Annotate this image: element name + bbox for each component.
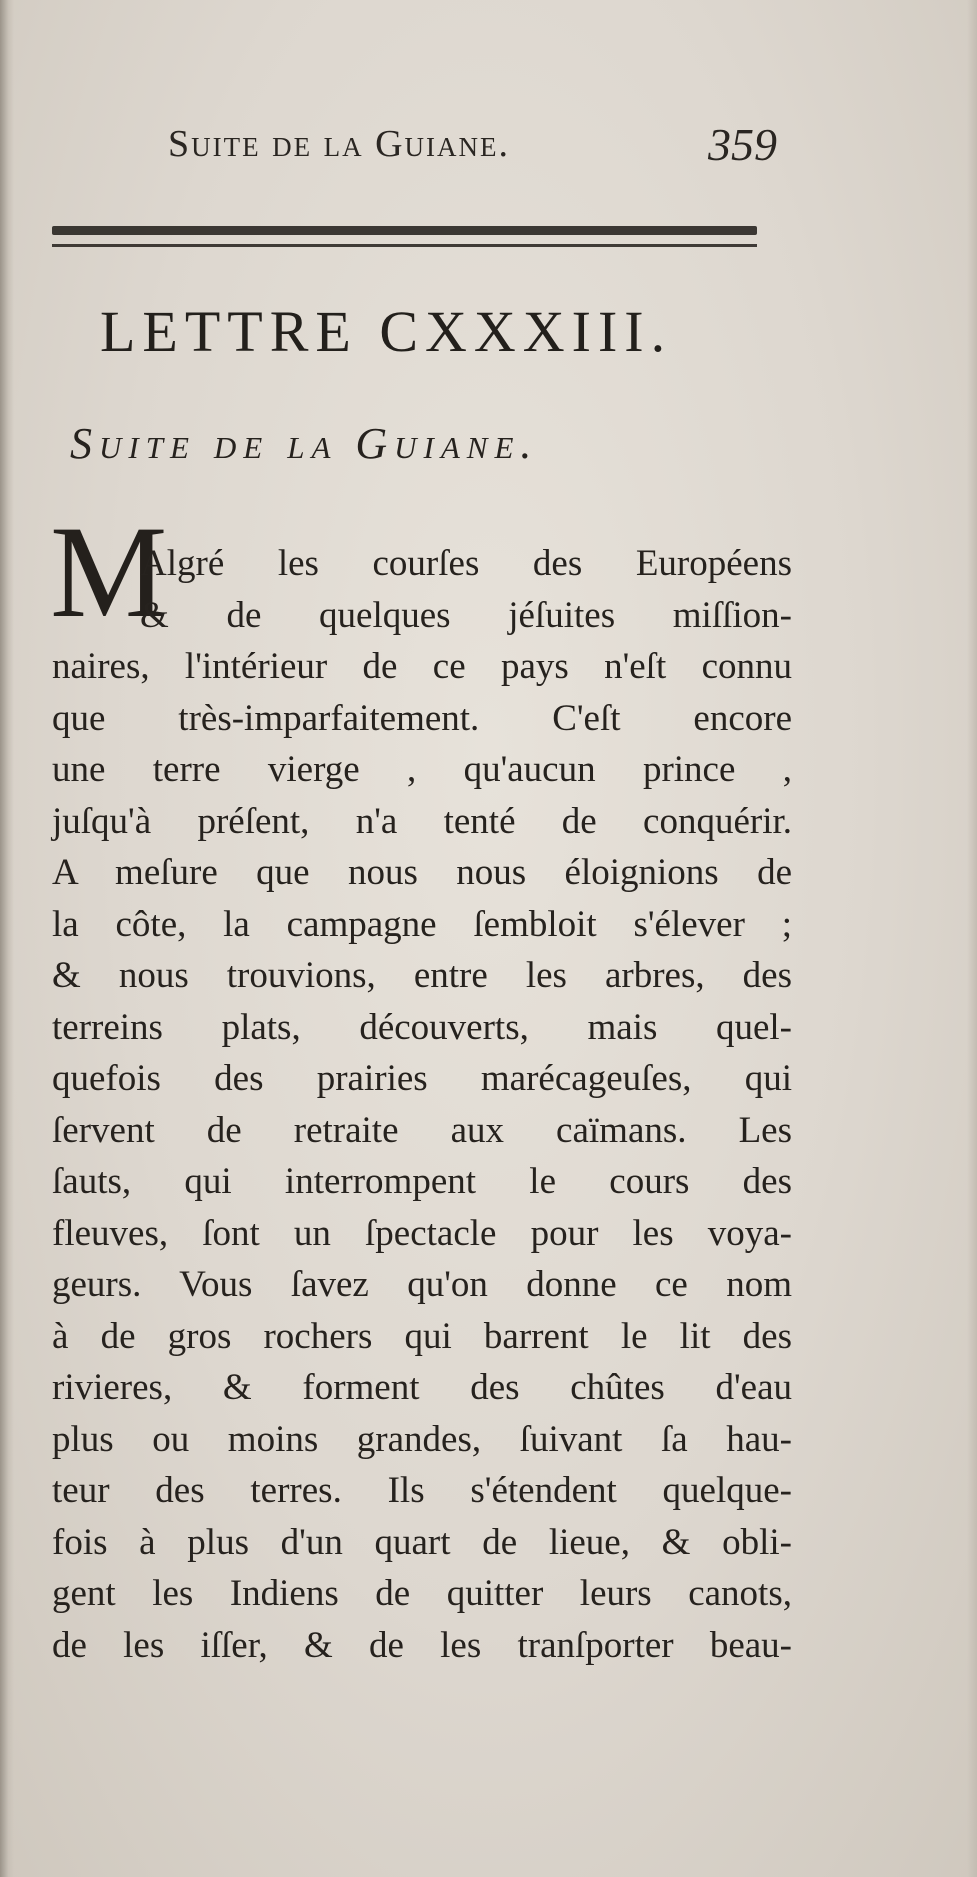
ornamental-rule-thin [52,244,757,247]
text-line: rivieres, & forment des chûtes d'eau [52,1367,792,1408]
text-line: & nous trouvions, entre les arbres, des [52,955,792,996]
text-line: ſervent de retraite aux caïmans. Les [52,1109,792,1151]
drop-cap: M [50,498,168,645]
text-line: geurs. Vous ſavez qu'on donne ce nom [52,1264,792,1305]
body-text [52,538,792,1671]
running-head [168,118,788,174]
page-number: 359 [708,119,777,170]
text-line: & de quelques jéſuites miſſion- [140,594,792,636]
running-head-title: Suite de la Guiane. [168,123,511,165]
text-line: fleuves, ſont un ſpectacle pour les voya- [52,1212,792,1254]
text-line: plus ou moins grandes, ſuivant ſa hau- [52,1418,792,1460]
text-line: terreins plats, découverts, mais quel- [52,1006,792,1048]
text-line: juſqu'à préſent, n'a tenté de conquérir. [52,800,792,842]
text-line: fois à plus d'un quart de lieue, & obli- [52,1521,792,1563]
text-line: la côte, la campagne ſembloit s'élever ; [52,903,792,945]
text-line: de les iſſer, & de les tranſporter beau- [52,1624,792,1666]
page-gutter-shadow [0,0,14,1877]
text-line: teur des terres. Ils s'étendent quelque- [52,1470,792,1511]
text-line: Algré les courſes des Européens [140,543,792,584]
letter-title: LETTRE CXXXIII. [100,299,673,364]
text-line: que très-imparfaitement. C'eſt encore [52,697,792,739]
text-line: quefois des prairies marécageuſes, qui [52,1058,792,1099]
text-line: une terre vierge , qu'aucun prince , [52,749,792,790]
text-line: naires, l'intérieur de ce pays n'eſt connu [52,646,792,687]
text-line: à de gros rochers qui barrent le lit des [52,1315,792,1357]
page-edge-shadow [967,0,977,1877]
text-line: A meſure que nous nous éloignions de [52,852,792,893]
text-line: ſauts, qui interrompent le cours des [52,1161,792,1202]
letter-subtitle: Suite de la Guiane. [70,419,539,468]
text-line: gent les Indiens de quitter leurs canots, [52,1573,792,1614]
ornamental-rule-thick [52,226,757,235]
